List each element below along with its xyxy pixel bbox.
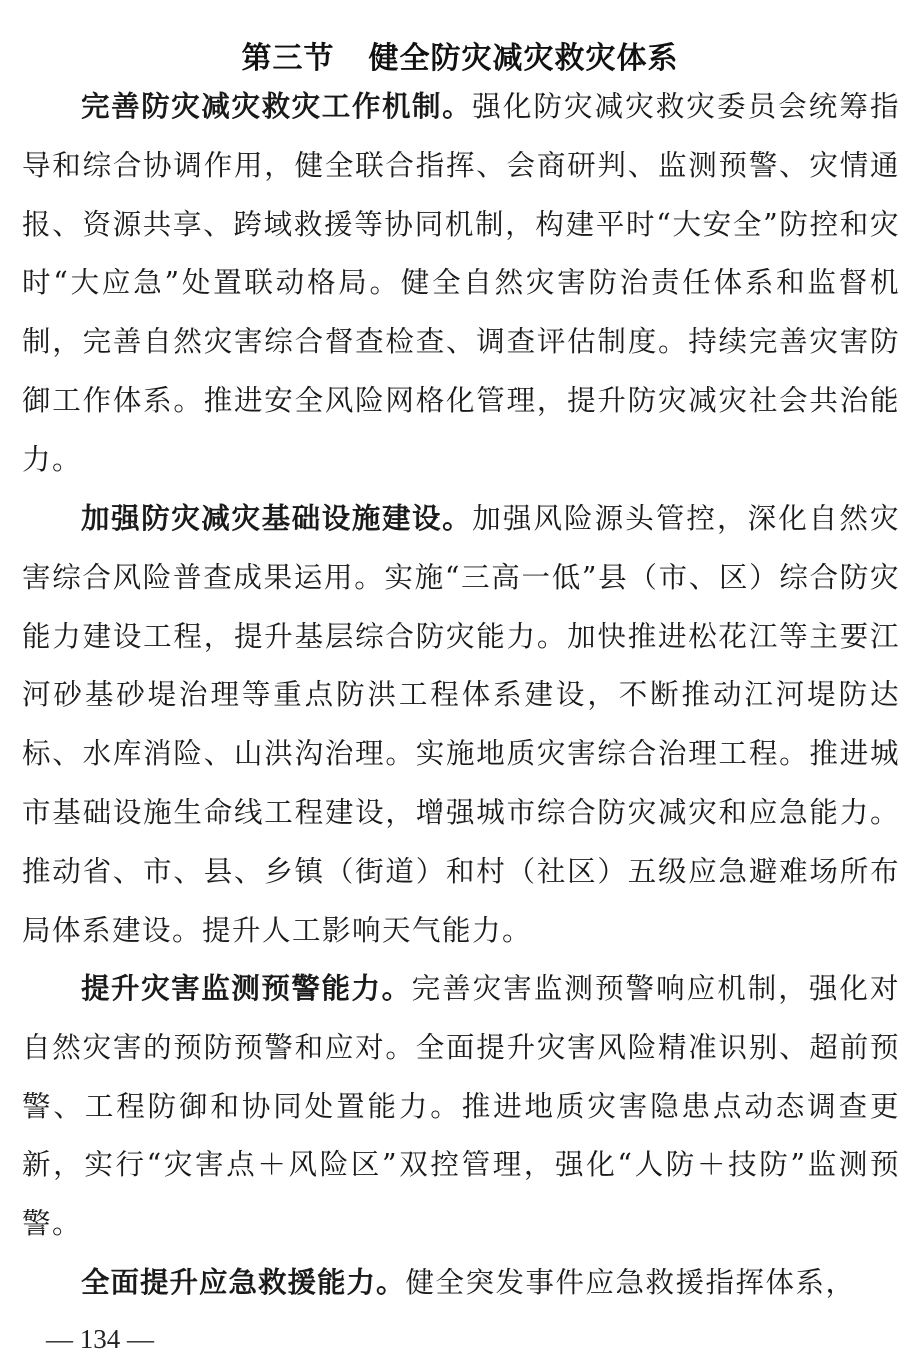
page-number-dash-right: — (127, 1324, 154, 1354)
section-number: 第三节 (241, 40, 335, 76)
paragraph-body: 强化防灾减灾救灾委员会统筹指导和综合协调作用，健全联合指挥、会商研判、监测预警、灾情通报、资源共享、跨域救援等协同机制，构建平时“大安全”防控和灾时“大应急”处置联动格局。健全自然灾害防治责任体系和监督机制，完善自然灾害综合督查检查、调查评估制度。持续完善灾害防御工作体系。推进安全风险网格化管理，提升防灾减灾社会共治能力。 (22, 90, 900, 476)
paragraph-lead: 全面提升应急救援能力。 (81, 1266, 406, 1299)
paragraph-body: 健全突发事件应急救援指挥体系， (405, 1266, 856, 1299)
page-number-value: 134 (79, 1324, 121, 1354)
section-title (0, 39, 920, 79)
paragraph-lead: 加强防灾减灾基础设施建设。 (81, 502, 473, 535)
paragraph-emergency-rescue (22, 1254, 900, 1313)
paragraph-monitoring (22, 960, 900, 1254)
paragraph-lead: 完善防灾减灾救灾工作机制。 (81, 90, 473, 123)
paragraph-lead: 提升灾害监测预警能力。 (81, 972, 412, 1005)
paragraph-infrastructure (22, 490, 900, 960)
page-number-dash-left: — (46, 1324, 73, 1354)
page-number (46, 1322, 154, 1356)
paragraph-body: 加强风险源头管控，深化自然灾害综合风险普查成果运用。实施“三高一低”县（市、区）综合防灾能力建设工程，提升基层综合防灾能力。加快推进松花江等主要江河砂基砂堤治理等重点防洪工程体系建设，不断推动江河堤防达标、水库消险、山洪沟治理。实施地质灾害综合治理工程。推进城市基础设施生命线工程建设，增强城市综合防灾减灾和应急能力。推动省、市、县、乡镇（街道）和村（社区）五级应急避难场所布局体系建设。提升人工影响天气能力。 (22, 502, 900, 947)
paragraph-disaster-mechanism (22, 78, 900, 490)
section-heading: 健全防灾减灾救灾体系 (368, 40, 679, 76)
paragraph-body: 完善灾害监测预警响应机制，强化对自然灾害的预防预警和应对。全面提升灾害风险精准识别、超前预警、工程防御和协同处置能力。推进地质灾害隐患点动态调查更新，实行“灾害点＋风险区”双控管理，强化“人防＋技防”监测预警。 (22, 972, 900, 1241)
